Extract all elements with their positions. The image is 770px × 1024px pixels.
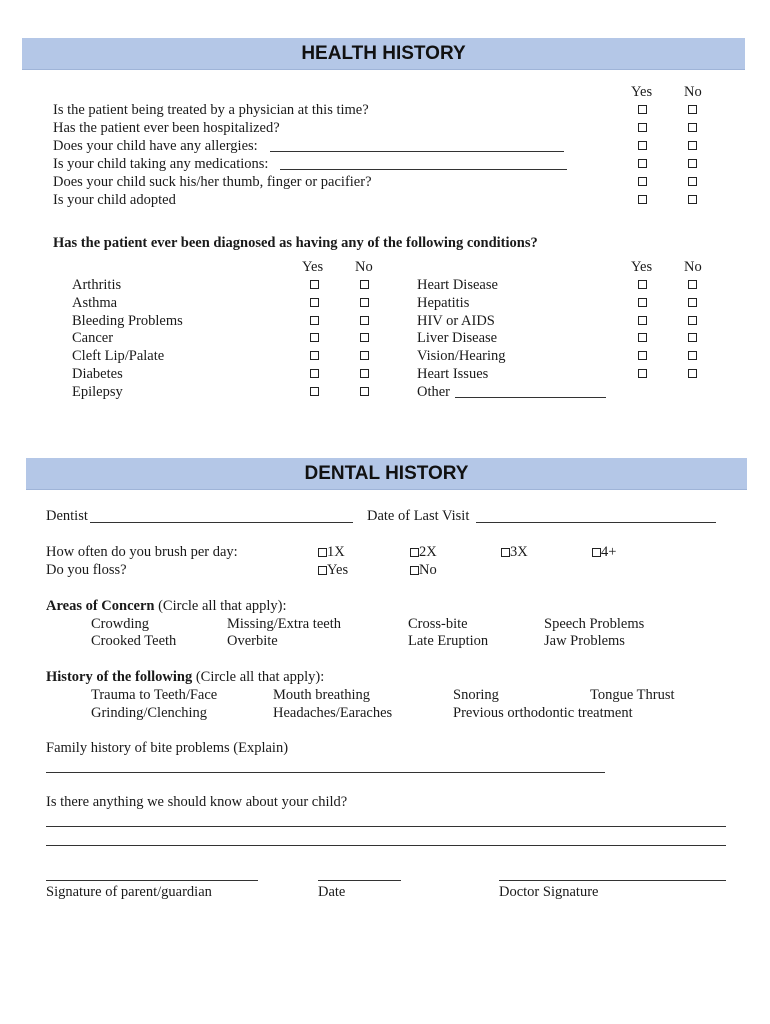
- concern-heading-row: [46, 597, 287, 615]
- hepatitis-no-checkbox[interactable]: [688, 298, 697, 307]
- history-trauma[interactable]: Trauma to Teeth/Face: [91, 687, 218, 703]
- diabetes-yes-checkbox[interactable]: [310, 369, 319, 378]
- thumb-no-checkbox[interactable]: [688, 177, 697, 186]
- doctor-signature-label: Doctor Signature: [499, 884, 599, 900]
- condition-hiv: HIV or AIDS: [417, 313, 495, 329]
- question-thumb: Does your child suck his/her thumb, finger or pacifier?: [53, 174, 372, 190]
- heart-disease-yes-checkbox[interactable]: [638, 280, 647, 289]
- bleeding-no-checkbox[interactable]: [360, 316, 369, 325]
- hospitalized-yes-checkbox[interactable]: [638, 123, 647, 132]
- family-history-blank[interactable]: [46, 772, 605, 773]
- dental-history-banner: [26, 458, 747, 490]
- allergies-blank[interactable]: [270, 151, 564, 152]
- medications-blank[interactable]: [280, 169, 567, 170]
- condition-cancer: Cancer: [72, 330, 114, 346]
- medications-no-checkbox[interactable]: [688, 159, 697, 168]
- asthma-yes-checkbox[interactable]: [310, 298, 319, 307]
- arthritis-yes-checkbox[interactable]: [310, 280, 319, 289]
- dentist-blank[interactable]: [90, 522, 353, 523]
- concern-heading: Areas of Concern: [46, 598, 155, 614]
- last-visit-blank[interactable]: [476, 522, 716, 523]
- conditions-right-yes-header: Yes: [631, 259, 653, 275]
- history-note: (Circle all that apply):: [192, 669, 325, 685]
- diabetes-no-checkbox[interactable]: [360, 369, 369, 378]
- no-header: No: [684, 84, 702, 100]
- floss-yes-checkbox[interactable]: [318, 566, 327, 575]
- condition-epilepsy: Epilepsy: [72, 384, 123, 400]
- cleft-yes-checkbox[interactable]: [310, 351, 319, 360]
- history-headaches[interactable]: Headaches/Earaches: [273, 705, 393, 721]
- condition-diabetes: Diabetes: [72, 366, 123, 382]
- conditions-heading: Has the patient ever been diagnosed as having any of the following conditions?: [53, 235, 538, 251]
- know-label: Is there anything we should know about your child?: [46, 794, 348, 810]
- question-adopted: Is your child adopted: [53, 192, 176, 208]
- date-label: Date: [318, 884, 346, 900]
- liver-no-checkbox[interactable]: [688, 333, 697, 342]
- brush-label: How often do you brush per day:: [46, 544, 238, 560]
- dental-history-title: DENTAL HISTORY: [304, 462, 469, 484]
- conditions-left-no-header: No: [355, 259, 373, 275]
- physician-no-checkbox[interactable]: [688, 105, 697, 114]
- bleeding-yes-checkbox[interactable]: [310, 316, 319, 325]
- other-condition-blank[interactable]: [455, 397, 606, 398]
- condition-hepatitis: Hepatitis: [417, 295, 470, 311]
- cleft-no-checkbox[interactable]: [360, 351, 369, 360]
- concern-cross-bite[interactable]: Cross-bite: [408, 616, 468, 632]
- concern-overbite[interactable]: Overbite: [227, 633, 278, 649]
- concern-late-eruption[interactable]: Late Eruption: [408, 633, 489, 649]
- concern-speech[interactable]: Speech Problems: [544, 616, 645, 632]
- epilepsy-yes-checkbox[interactable]: [310, 387, 319, 396]
- dentist-label: Dentist: [46, 508, 88, 524]
- thumb-yes-checkbox[interactable]: [638, 177, 647, 186]
- brush-option-3x[interactable]: 3X: [501, 543, 528, 561]
- question-allergies: Does your child have any allergies:: [53, 138, 258, 154]
- signature-line[interactable]: [46, 880, 258, 881]
- brush-2x-checkbox[interactable]: [410, 548, 419, 557]
- question-medications: Is your child taking any medications:: [53, 156, 269, 172]
- history-grinding[interactable]: Grinding/Clenching: [91, 705, 207, 721]
- condition-arthritis: Arthritis: [72, 277, 122, 293]
- last-visit-label: Date of Last Visit: [367, 508, 470, 524]
- condition-bleeding: Bleeding Problems: [72, 313, 183, 329]
- conditions-left-yes-header: Yes: [302, 259, 324, 275]
- history-snoring[interactable]: Snoring: [453, 687, 499, 703]
- health-history-title: HEALTH HISTORY: [301, 42, 466, 64]
- heart-issues-no-checkbox[interactable]: [688, 369, 697, 378]
- heart-issues-yes-checkbox[interactable]: [638, 369, 647, 378]
- adopted-yes-checkbox[interactable]: [638, 195, 647, 204]
- question-hospitalized: Has the patient ever been hospitalized?: [53, 120, 280, 136]
- brush-option-4plus[interactable]: 4+: [592, 543, 616, 561]
- concern-crooked[interactable]: Crooked Teeth: [91, 633, 177, 649]
- floss-label: Do you floss?: [46, 562, 127, 578]
- brush-option-2x[interactable]: 2X: [410, 543, 437, 561]
- cancer-yes-checkbox[interactable]: [310, 333, 319, 342]
- history-tongue-thrust[interactable]: Tongue Thrust: [590, 687, 675, 703]
- floss-option-no[interactable]: No: [410, 561, 437, 579]
- physician-yes-checkbox[interactable]: [638, 105, 647, 114]
- history-heading: History of the following: [46, 669, 193, 685]
- condition-other: Other: [417, 384, 451, 400]
- medications-yes-checkbox[interactable]: [638, 159, 647, 168]
- concern-note: (Circle all that apply):: [154, 598, 287, 614]
- yes-header: Yes: [631, 84, 653, 100]
- floss-option-yes[interactable]: Yes: [318, 561, 348, 579]
- condition-cleft: Cleft Lip/Palate: [72, 348, 165, 364]
- conditions-right-no-header: No: [684, 259, 702, 275]
- allergies-no-checkbox[interactable]: [688, 141, 697, 150]
- heart-disease-no-checkbox[interactable]: [688, 280, 697, 289]
- arthritis-no-checkbox[interactable]: [360, 280, 369, 289]
- condition-vision: Vision/Hearing: [417, 348, 506, 364]
- doctor-signature-line[interactable]: [499, 880, 726, 881]
- liver-yes-checkbox[interactable]: [638, 333, 647, 342]
- condition-asthma: Asthma: [72, 295, 118, 311]
- hospitalized-no-checkbox[interactable]: [688, 123, 697, 132]
- family-history-label: Family history of bite problems (Explain): [46, 740, 289, 756]
- concern-missing-extra[interactable]: Missing/Extra teeth: [227, 616, 341, 632]
- hiv-yes-checkbox[interactable]: [638, 316, 647, 325]
- vision-yes-checkbox[interactable]: [638, 351, 647, 360]
- condition-liver: Liver Disease: [417, 330, 498, 346]
- history-heading-row: [46, 668, 324, 686]
- cancer-no-checkbox[interactable]: [360, 333, 369, 342]
- brush-1x-checkbox[interactable]: [318, 548, 327, 557]
- history-mouth-breathing[interactable]: Mouth breathing: [273, 687, 371, 703]
- signature-label: Signature of parent/guardian: [46, 884, 212, 900]
- condition-heart-disease: Heart Disease: [417, 277, 498, 293]
- hiv-no-checkbox[interactable]: [688, 316, 697, 325]
- adopted-no-checkbox[interactable]: [688, 195, 697, 204]
- vision-no-checkbox[interactable]: [688, 351, 697, 360]
- asthma-no-checkbox[interactable]: [360, 298, 369, 307]
- brush-4plus-checkbox[interactable]: [592, 548, 601, 557]
- know-blank-1[interactable]: [46, 826, 726, 827]
- know-blank-2[interactable]: [46, 845, 726, 846]
- brush-3x-checkbox[interactable]: [501, 548, 510, 557]
- floss-no-checkbox[interactable]: [410, 566, 419, 575]
- question-physician: Is the patient being treated by a physician at this time?: [53, 102, 369, 118]
- health-history-banner: [22, 38, 745, 70]
- epilepsy-no-checkbox[interactable]: [360, 387, 369, 396]
- concern-crowding[interactable]: Crowding: [91, 616, 149, 632]
- brush-option-1x[interactable]: 1X: [318, 543, 345, 561]
- concern-jaw[interactable]: Jaw Problems: [544, 633, 625, 649]
- condition-heart-issues: Heart Issues: [417, 366, 489, 382]
- allergies-yes-checkbox[interactable]: [638, 141, 647, 150]
- date-line[interactable]: [318, 880, 401, 881]
- history-orthodontic[interactable]: Previous orthodontic treatment: [453, 705, 633, 721]
- hepatitis-yes-checkbox[interactable]: [638, 298, 647, 307]
